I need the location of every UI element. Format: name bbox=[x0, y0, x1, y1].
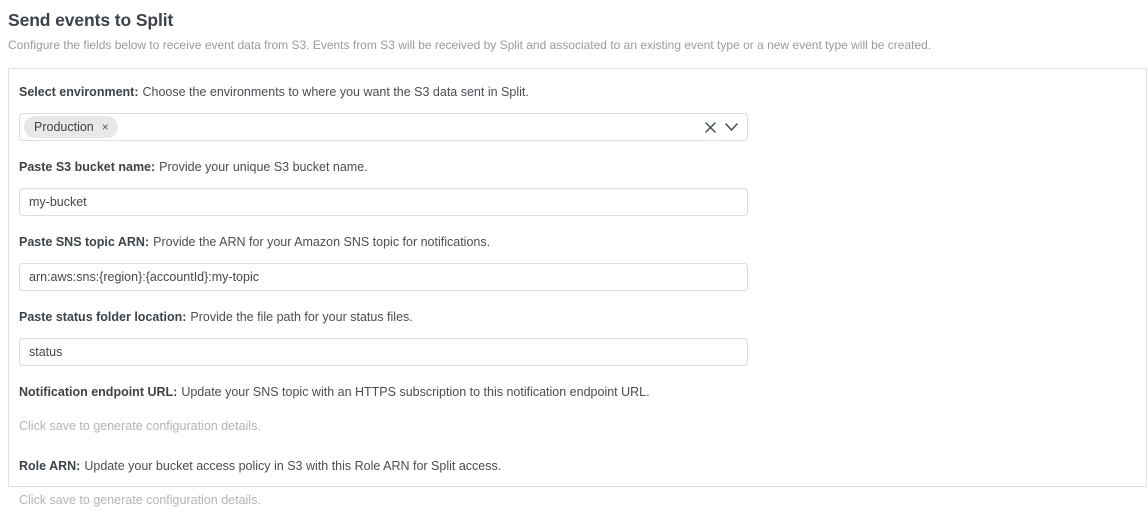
field-role-arn bbox=[19, 459, 1136, 514]
role-arn-label-desc: Update your bucket access policy in S3 with this Role ARN for Split access. bbox=[84, 459, 502, 473]
role-arn-note: Click save to generate configuration details. bbox=[19, 493, 261, 507]
status-folder-label-bold: Paste status folder location: bbox=[19, 310, 187, 324]
role-arn-label-bold: Role ARN: bbox=[19, 459, 81, 473]
bucket-label-bold: Paste S3 bucket name: bbox=[19, 160, 156, 174]
tag-remove-icon[interactable]: × bbox=[101, 120, 109, 134]
environment-tag-production bbox=[24, 116, 118, 138]
endpoint-url-note: Click save to generate configuration details. bbox=[19, 419, 261, 433]
sns-topic-label bbox=[19, 235, 1136, 250]
sns-topic-label-desc: Provide the ARN for your Amazon SNS topic for notifications. bbox=[153, 235, 491, 249]
environment-select[interactable] bbox=[19, 113, 748, 141]
environment-label bbox=[19, 85, 1136, 100]
status-folder-input[interactable] bbox=[19, 338, 748, 366]
select-icons bbox=[704, 121, 739, 134]
bucket-label bbox=[19, 160, 1136, 175]
field-environment bbox=[19, 85, 1136, 141]
field-sns-topic bbox=[19, 235, 1136, 291]
sns-topic-arn-input[interactable] bbox=[19, 263, 748, 291]
environment-label-bold: Select environment: bbox=[19, 85, 139, 99]
bucket-name-input[interactable] bbox=[19, 188, 748, 216]
endpoint-url-label bbox=[19, 385, 1136, 400]
sns-topic-label-bold: Paste SNS topic ARN: bbox=[19, 235, 150, 249]
page-title: Send events to Split bbox=[8, 10, 174, 30]
field-bucket bbox=[19, 160, 1136, 216]
environment-label-desc: Choose the environments to where you want the S3 data sent in Split. bbox=[142, 85, 529, 99]
page-subtitle: Configure the fields below to receive event data from S3. Events from S3 will be received by Split and associated to an existing event type or a new event type will be created. bbox=[8, 38, 932, 52]
role-arn-label bbox=[19, 459, 1136, 474]
status-folder-label bbox=[19, 310, 1136, 325]
clear-all-icon[interactable] bbox=[704, 121, 717, 134]
bucket-label-desc: Provide your unique S3 bucket name. bbox=[159, 160, 368, 174]
config-panel bbox=[8, 68, 1147, 507]
chevron-down-icon[interactable] bbox=[724, 122, 739, 132]
endpoint-url-label-desc: Update your SNS topic with an HTTPS subscription to this notification endpoint URL. bbox=[181, 385, 650, 399]
field-endpoint-url bbox=[19, 385, 1136, 440]
status-folder-label-desc: Provide the file path for your status files. bbox=[190, 310, 413, 324]
field-status-folder bbox=[19, 310, 1136, 366]
environment-tag-label: Production bbox=[34, 120, 94, 134]
endpoint-url-label-bold: Notification endpoint URL: bbox=[19, 385, 178, 399]
